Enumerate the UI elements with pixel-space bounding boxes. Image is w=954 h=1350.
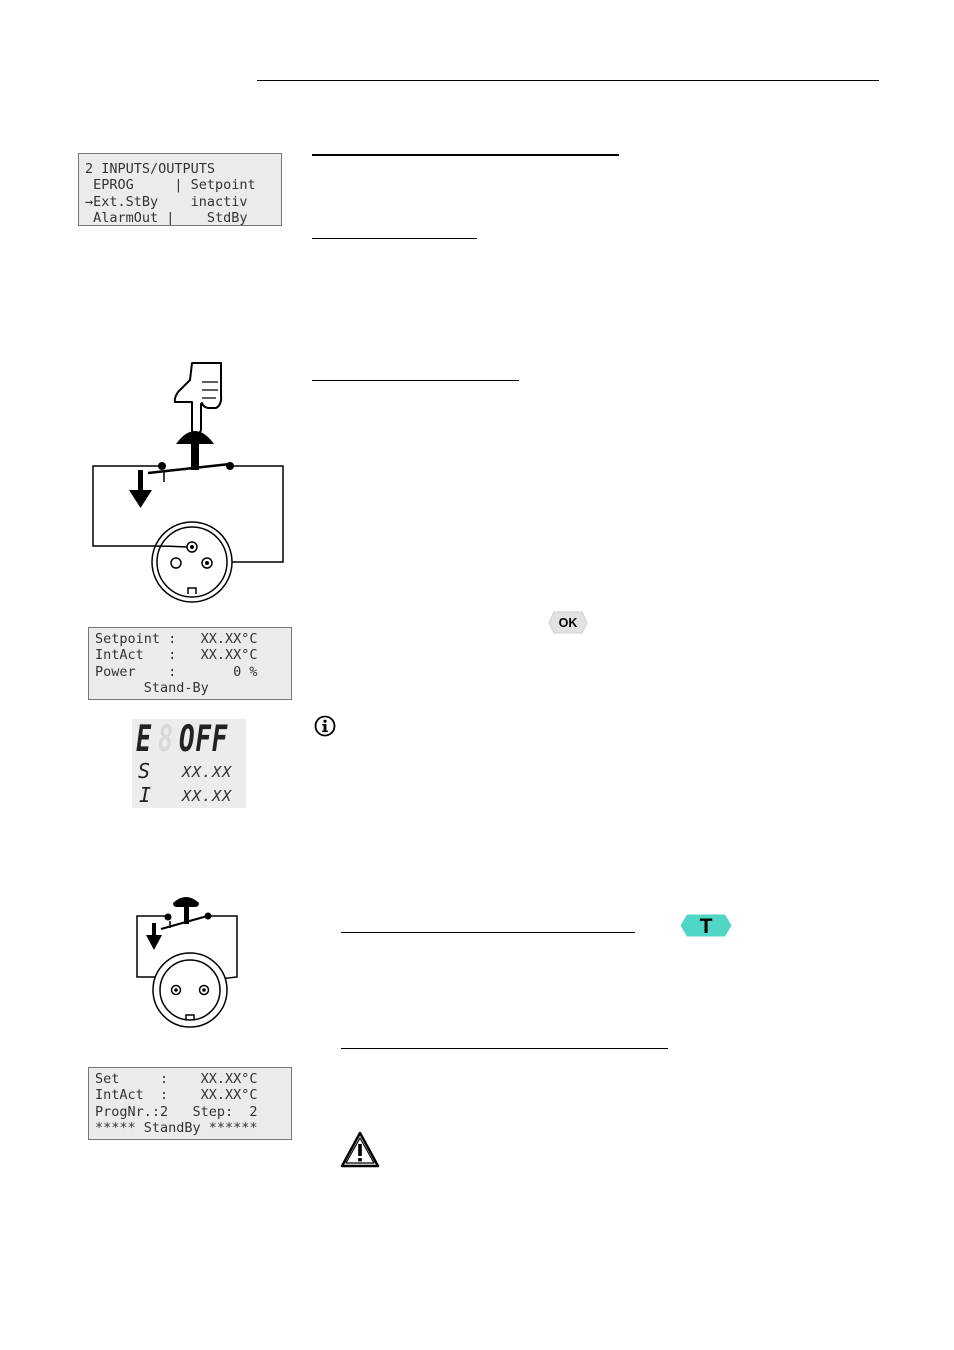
heading-underline-3 — [312, 380, 519, 381]
segment-label-s: S — [138, 759, 151, 783]
segment-value-main: OFF — [179, 719, 228, 760]
ok-button[interactable] — [548, 611, 588, 634]
standby-switch-diagram — [90, 360, 290, 610]
lcd-inputs-outputs — [78, 153, 282, 226]
lcd-program-standby — [88, 1067, 292, 1140]
lcd-row: Stand-By — [95, 679, 209, 696]
lcd-row: Set : XX.XX°C — [95, 1071, 258, 1087]
segment-value-i: XX.XX — [182, 787, 233, 805]
segment-ghost-digit: 8 — [158, 719, 174, 760]
lcd-row: Power : 0 % — [95, 663, 258, 680]
lcd-row: IntAct : XX.XX°C — [95, 1087, 258, 1104]
heading-underline-2 — [312, 238, 477, 239]
lcd-row: ***** StandBy ****** — [95, 1119, 258, 1136]
segment-prefix: E — [136, 719, 152, 760]
lcd-row: 2 INPUTS/OUTPUTS — [85, 161, 216, 177]
warning-triangle-icon — [340, 1131, 380, 1168]
heading-underline-5 — [341, 1048, 668, 1049]
segment-label-i: I — [139, 783, 152, 807]
lcd-row: IntAct : XX.XX°C — [95, 647, 258, 664]
segment-display — [132, 719, 246, 808]
t-button-label: T — [699, 915, 713, 937]
heading-underline-1 — [312, 154, 619, 156]
lcd-row: →Ext.StBy inactiv — [85, 193, 248, 210]
standby-switch-diagram-small — [133, 895, 243, 1035]
info-icon — [314, 715, 336, 737]
header-rule — [257, 80, 879, 81]
lcd-row: Setpoint : XX.XX°C — [95, 631, 258, 647]
heading-underline-4 — [341, 932, 635, 933]
t-button[interactable] — [680, 914, 732, 937]
lcd-row: ProgNr.:2 Step: 2 — [95, 1103, 258, 1120]
ok-button-label: OK — [558, 616, 578, 630]
lcd-row: AlarmOut | StdBy — [85, 209, 248, 226]
pointing-hand-icon — [175, 363, 221, 434]
lcd-row: EPROG | Setpoint — [85, 177, 256, 194]
lcd-standby-status — [88, 627, 292, 700]
segment-value-s: XX.XX — [182, 763, 233, 781]
